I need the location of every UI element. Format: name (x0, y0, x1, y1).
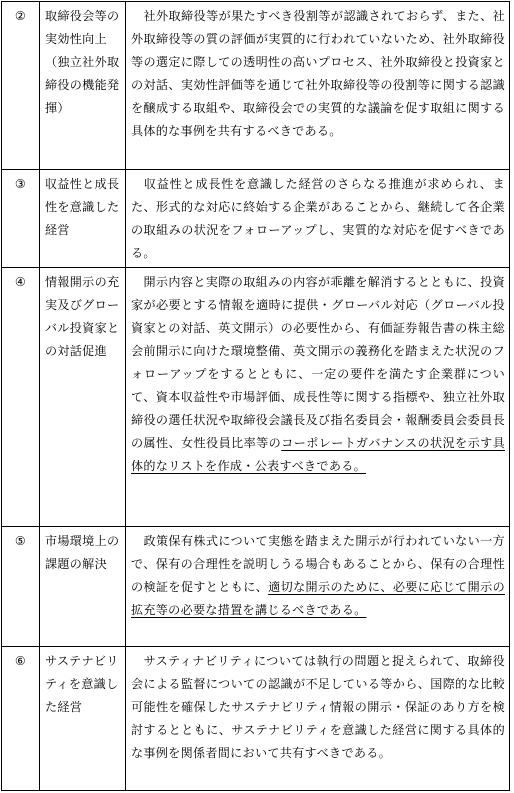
item-body (126, 527, 510, 647)
item-body-underlined: 適切な開示のために、必要に応じて開示の拡充等の必要な措置を講じるべきである。 (131, 580, 505, 617)
item-title: 取締役会等の実効性向上（独立社外取締役の機能発揮） (40, 2, 126, 170)
table-row (2, 170, 510, 268)
table-row (2, 647, 510, 791)
item-title: サステナビリティを意識した経営 (40, 647, 126, 791)
table-row (2, 2, 510, 170)
item-body: 社外取締役等が果たすべき役割等が認識されておらず、また、社外取締役等の質の評価が実質的に行われていないため、社外取締役等の選定に際しての透明性の高いプロセス、社外取締役と投資家との対話、実効性評価等を通じて社外取締役等の役割等に関する認識を醸成する取組や、取締役会での実質的な議論を促す取組に関する具体的な事例を共有するべきである。 (126, 2, 510, 170)
table-row (2, 527, 510, 647)
issues-table (1, 1, 510, 791)
item-number: ② (2, 2, 40, 170)
item-title: 情報開示の充実及びグローバル投資家との対話促進 (40, 268, 126, 527)
item-title: 市場環境上の課題の解決 (40, 527, 126, 647)
item-body: サスティナビリティについては執行の問題と捉えられて、取締役会による監督についての認識が不足している等から、国際的な比較可能性を確保したサステナビリティ情報の開示・保証のあり方を検討するとともに、サステナビリティを意識した経営に関する具体的な事例を関係者間において共有すべきである。 (126, 647, 510, 791)
item-number: ④ (2, 268, 40, 527)
table-row (2, 268, 510, 527)
item-body-text: 開示内容と実際の取組みの内容が乖離を解消するとともに、投資家が必要とする情報を適時に提供・グローバル対応（グローバル投資家との対話、英文開示）の必要性から、有価証券報告書の株主総会前開示に向けた環境整備、英文開示の義務化を踏まえた状況のフォローアップをするとともに、一定の要件を満たす企業群について、資本収益性や市場評価、成長性等に関する指標や、独立社外取締役の選任状況や取締役会議長及び指名委員会・報酬委員会委員長の属性、女性役員比率等の (131, 275, 505, 450)
item-body: 収益性と成長性を意識した経営のさらなる推進が求められ、また、形式的な対応に終始する企業があることから、継続して各企業の取組みの状況をフォローアップし、実質的な対応を促すべきである。 (126, 170, 510, 268)
item-number: ⑥ (2, 647, 40, 791)
item-number: ⑤ (2, 527, 40, 647)
item-body-text: 政策保有株式について実態を踏まえた開示が行われていない一方で、保有の合理性を説明しうる場合もあることから、保有の合理性の検証を促すとともに、 (131, 534, 505, 594)
item-number: ③ (2, 170, 40, 268)
item-body-underlined: コーポレートガバナンスの状況を示す具体的なリストを作成・公表すべきである。 (131, 436, 505, 473)
item-title: 収益性と成長性を意識した経営 (40, 170, 126, 268)
item-body (126, 268, 510, 527)
